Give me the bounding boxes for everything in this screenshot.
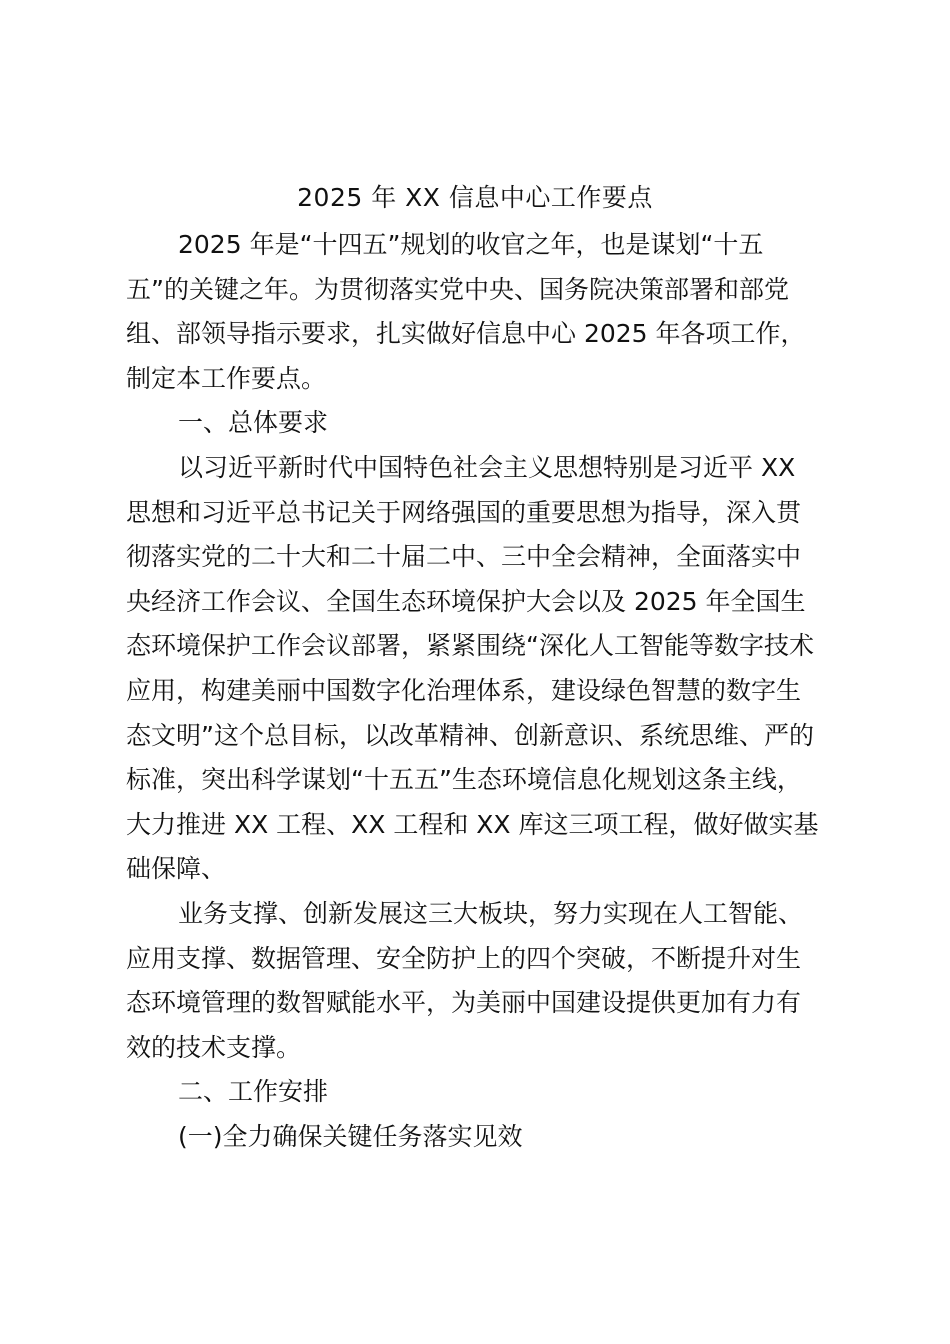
section-heading: 二、工作安排 bbox=[178, 1077, 329, 1107]
subsection-heading: (一)全力确保关键任务落实见效 bbox=[178, 1121, 523, 1151]
body-line: 业务支撑、创新发展这三大板块，努力实现在人工智能、 bbox=[178, 898, 804, 928]
body-line: 应用支撑、数据管理、安全防护上的四个突破，不断提升对生 bbox=[126, 943, 802, 973]
body-line: 态文明”这个总目标，以改革精神、创新意识、系统思维、严的 bbox=[126, 720, 814, 750]
body-line: 2025 年是“十四五”规划的收官之年，也是谋划“十五 bbox=[178, 230, 764, 259]
body-line: 五”的关键之年。为贯彻落实党中央、国务院决策部署和部党 bbox=[126, 274, 789, 304]
body-line: 彻落实党的二十大和二十届二中、三中全会精神，全面落实中 bbox=[126, 542, 802, 572]
body-line: 制定本工作要点。 bbox=[126, 363, 327, 393]
document-title: 2025 年 XX 信息中心工作要点 bbox=[297, 183, 653, 212]
body-line: 央经济工作会议、全国生态环境保护大会以及 2025 年全国生 bbox=[126, 586, 806, 616]
body-line: 思想和习近平总书记关于网络强国的重要思想为指导，深入贯 bbox=[126, 497, 802, 527]
body-line: 础保障、 bbox=[126, 854, 227, 884]
body-line: 组、部领导指示要求，扎实做好信息中心 2025 年各项工作， bbox=[126, 319, 806, 349]
body-line: 态环境保护工作会议部署，紧紧围绕“深化人工智能等数字技术 bbox=[126, 631, 814, 661]
section-heading: 一、总体要求 bbox=[178, 408, 329, 438]
body-line: 大力推进 XX 工程、XX 工程和 XX 库这三项工程，做好做实基 bbox=[126, 809, 819, 839]
document-body bbox=[126, 223, 836, 1159]
body-line: 应用，构建美丽中国数字化治理体系，建设绿色智慧的数字生 bbox=[126, 675, 802, 705]
body-line: 以习近平新时代中国特色社会主义思想特别是习近平 XX bbox=[178, 452, 796, 482]
body-line: 效的技术支撑。 bbox=[126, 1032, 302, 1062]
body-line: 态环境管理的数智赋能水平，为美丽中国建设提供更加有力有 bbox=[126, 988, 802, 1018]
body-line: 标准，突出科学谋划“十五五”生态环境信息化规划这条主线， bbox=[126, 765, 802, 795]
